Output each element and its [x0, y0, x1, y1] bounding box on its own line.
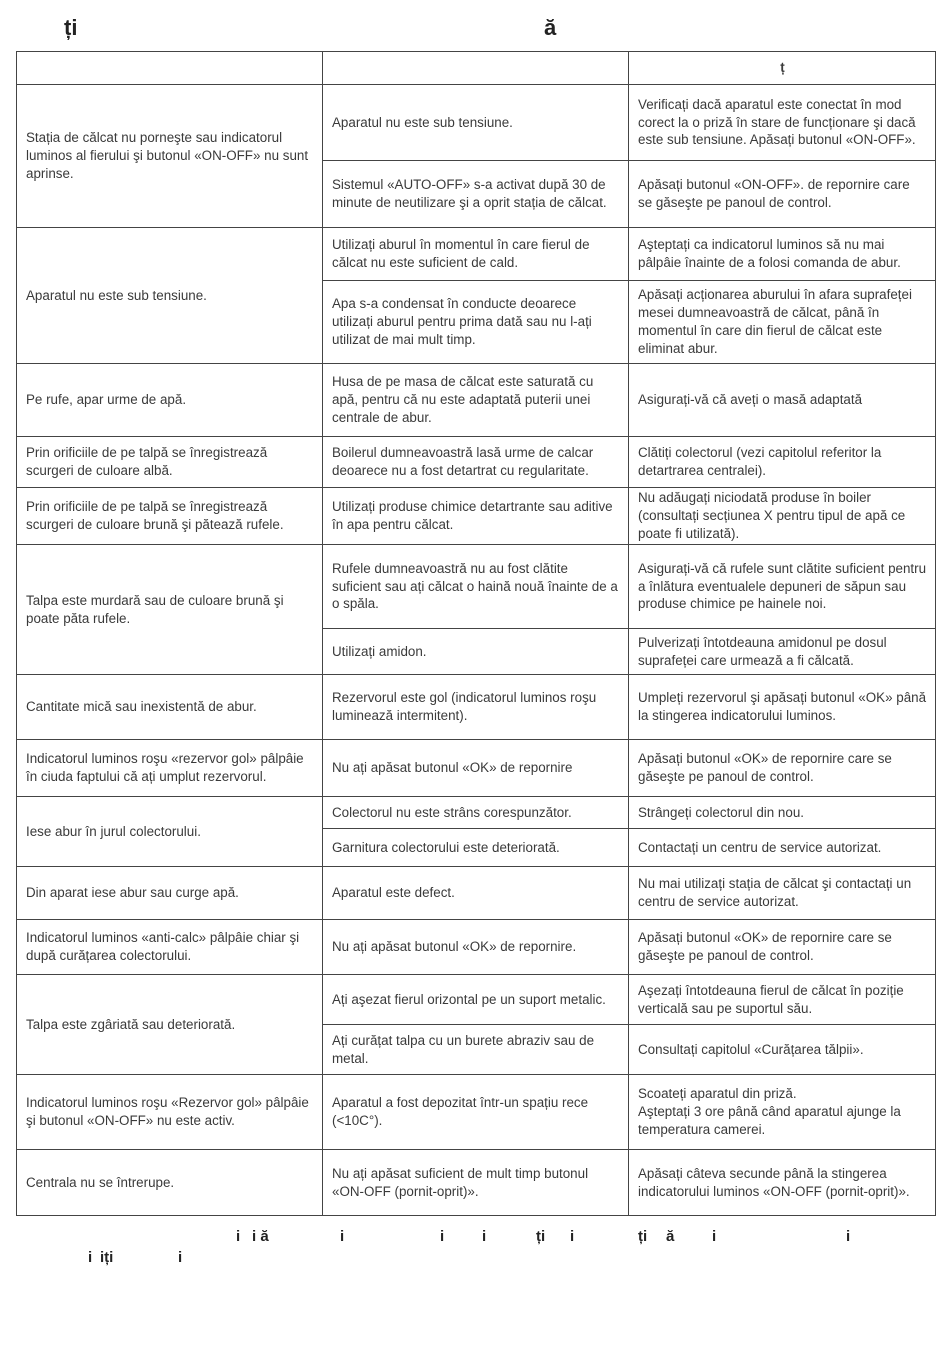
table-row	[17, 437, 936, 488]
solution-cell: Pulverizați întotdeauna amidonul pe dosul suprafeței care urmează a fi călcată.	[629, 629, 936, 675]
cause-cell: Nu ați apăsat butonul «OK» de repornire	[323, 740, 629, 797]
solution-cell: Asigurați-vă că rufele sunt clătite suficient pentru a înlătura eventualele depuneri de săpun sau produse chimice pe hainele noi.	[629, 545, 936, 629]
footer-fragment: ă	[666, 1228, 675, 1245]
footer-fragment: iți	[100, 1249, 114, 1266]
solution-cell: Apăsați acționarea aburului în afara suprafeței mesei dumneavoastră de călcat, până în momentul în care din fierul de călcat este eliminat abur.	[629, 281, 936, 364]
page-title-center: ă	[544, 15, 557, 40]
footer-fragment: i	[570, 1228, 575, 1245]
cause-cell: Nu ați apăsat butonul «OK» de repornire.	[323, 920, 629, 975]
cause-cell: Colectorul nu este strâns corespunzător.	[323, 797, 629, 829]
problem-cell: Centrala nu se întrerupe.	[17, 1150, 323, 1216]
solution-cell: Aşezați întotdeauna fierul de călcat în poziție verticală sau pe suportul său.	[629, 975, 936, 1025]
cause-cell: Utilizați produse chimice detartrante sau aditive în apa pentru călcat.	[323, 488, 629, 545]
table-row	[17, 364, 936, 437]
table-row	[17, 228, 936, 281]
footer-fragment: i	[236, 1228, 241, 1245]
table-row	[17, 740, 936, 797]
solution-cell: Nu adăugați niciodată produse în boiler (consultați secțiunea X pentru tipul de apă ce poate fi utilizată).	[629, 488, 936, 545]
cause-cell: Ați aşezat fierul orizontal pe un suport metalic.	[323, 975, 629, 1025]
footer-fragment: ți	[536, 1228, 546, 1245]
table-row	[17, 1075, 936, 1150]
problem-cell: Din aparat iese abur sau curge apă.	[17, 867, 323, 920]
cause-cell: Rezervorul este gol (indicatorul luminos roşu luminează intermitent).	[323, 675, 629, 740]
table-row	[17, 797, 936, 829]
solution-cell: Verificați dacă aparatul este conectat în mod corect la o priză în stare de funcționare şi dacă este sub tensiune. Apăsați butonul «ON-OFF».	[629, 85, 936, 161]
table-row	[17, 675, 936, 740]
table-row	[17, 920, 936, 975]
solution-cell: Scoateți aparatul din priză. Aşteptați 3 ore până când aparatul ajunge la temperatura camerei.	[629, 1075, 936, 1150]
problem-cell: Iese abur în jurul colectorului.	[17, 797, 323, 867]
cause-cell: Garnitura colectorului este deteriorată.	[323, 829, 629, 867]
solution-cell: Consultați capitolul «Curățarea tălpii».	[629, 1025, 936, 1075]
table-row	[17, 488, 936, 545]
cause-cell: Rufele dumneavoastră nu au fost clătite suficient sau ați călcat o haină nouă înainte de a o spăla.	[323, 545, 629, 629]
table-row	[17, 1150, 936, 1216]
problem-cell: Talpa este zgâriată sau deteriorată.	[17, 975, 323, 1075]
problem-cell: Prin orificiile de pe talpă se înregistrează scurgeri de culoare brună şi pătează rufele.	[17, 488, 323, 545]
solution-cell: Nu mai utilizați stația de călcat şi contactați un centru de service autorizat.	[629, 867, 936, 920]
solution-cell: Contactați un centru de service autorizat.	[629, 829, 936, 867]
problem-cell: Indicatorul luminos roşu «Rezervor gol» pâlpâie şi butonul «ON-OFF» nu este activ.	[17, 1075, 323, 1150]
footer-fragment: i	[440, 1228, 445, 1245]
table-row	[17, 975, 936, 1025]
cause-cell: Aparatul nu este sub tensiune.	[323, 85, 629, 161]
solution-cell: Clătiți colectorul (vezi capitolul referitor la detartrarea centralei).	[629, 437, 936, 488]
cause-cell: Apa s-a condensat în conducte deoarece utilizați aburul pentru prima dată sau nu l-ați utilizat de mai mult timp.	[323, 281, 629, 364]
solution-cell: Apăsați butonul «OK» de repornire care se găseşte pe panoul de control.	[629, 740, 936, 797]
header-problem	[17, 52, 323, 85]
problem-cell: Prin orificiile de pe talpă se înregistrează scurgeri de culoare albă.	[17, 437, 323, 488]
header-cause	[323, 52, 629, 85]
header-solution: ț	[629, 52, 936, 85]
solution-cell: Aşteptați ca indicatorul luminos să nu mai pâlpâie înainte de a folosi comanda de abur.	[629, 228, 936, 281]
solution-cell: Asigurați-vă că aveți o masă adaptată	[629, 364, 936, 437]
cause-cell: Nu ați apăsat suficient de mult timp butonul «ON-OFF (pornit-oprit)».	[323, 1150, 629, 1216]
problem-cell: Stația de călcat nu porneşte sau indicatorul luminos al fierului şi butonul «ON-OFF» nu sunt aprinse.	[17, 85, 323, 228]
cause-cell: Aparatul este defect.	[323, 867, 629, 920]
page-title-left: ți	[64, 15, 78, 40]
footer-fragment: i	[178, 1249, 183, 1266]
cause-cell: Aparatul a fost depozitat într-un spațiu rece (<10C°).	[323, 1075, 629, 1150]
problem-cell: Cantitate mică sau inexistentă de abur.	[17, 675, 323, 740]
cause-cell: Utilizați amidon.	[323, 629, 629, 675]
troubleshooting-table	[16, 51, 936, 1216]
table-row	[17, 545, 936, 629]
solution-cell: Apăsați câteva secunde până la stingerea indicatorului luminos «ON-OFF (pornit-oprit)».	[629, 1150, 936, 1216]
solution-cell: Apăsați butonul «ON-OFF». de repornire care se găseşte pe panoul de control.	[629, 161, 936, 228]
solution-cell: Apăsați butonul «OK» de repornire care se găseşte pe panoul de control.	[629, 920, 936, 975]
footer-fragment: i	[712, 1228, 717, 1245]
problem-cell: Aparatul nu este sub tensiune.	[17, 228, 323, 364]
cause-cell: Sistemul «AUTO-OFF» s-a activat după 30 de minute de neutilizare şi a oprit stația de călcat.	[323, 161, 629, 228]
footer-fragment: i	[340, 1228, 345, 1245]
solution-cell: Strângeți colectorul din nou.	[629, 797, 936, 829]
footer-fragment: i	[482, 1228, 487, 1245]
table-header-row	[17, 52, 936, 85]
table-row	[17, 85, 936, 161]
problem-cell: Pe rufe, apar urme de apă.	[17, 364, 323, 437]
footer-fragment: i	[88, 1249, 93, 1266]
problem-cell: Indicatorul luminos «anti-calc» pâlpâie chiar şi după curățarea colectorului.	[17, 920, 323, 975]
solution-cell: Umpleți rezervorul şi apăsați butonul «OK» până la stingerea indicatorului luminos.	[629, 675, 936, 740]
footer-fragment: ți	[638, 1228, 648, 1245]
cause-cell: Utilizați aburul în momentul în care fierul de călcat nu este suficient de cald.	[323, 228, 629, 281]
problem-cell: Indicatorul luminos roşu «rezervor gol» pâlpâie în ciuda faptului că ați umplut rezervorul.	[17, 740, 323, 797]
problem-cell: Talpa este murdară sau de culoare brună şi poate păta rufele.	[17, 545, 323, 675]
footer-fragment: i ă	[252, 1228, 269, 1245]
table-row	[17, 867, 936, 920]
cause-cell: Ați curățat talpa cu un burete abraziv sau de metal.	[323, 1025, 629, 1075]
cause-cell: Husa de pe masa de călcat este saturată cu apă, pentru că nu este adaptată puterii unei centrale de abur.	[323, 364, 629, 437]
cause-cell: Boilerul dumneavoastră lasă urme de calcar deoarece nu a fost detartrat cu regularitate.	[323, 437, 629, 488]
footer-fragment: i	[846, 1228, 851, 1245]
